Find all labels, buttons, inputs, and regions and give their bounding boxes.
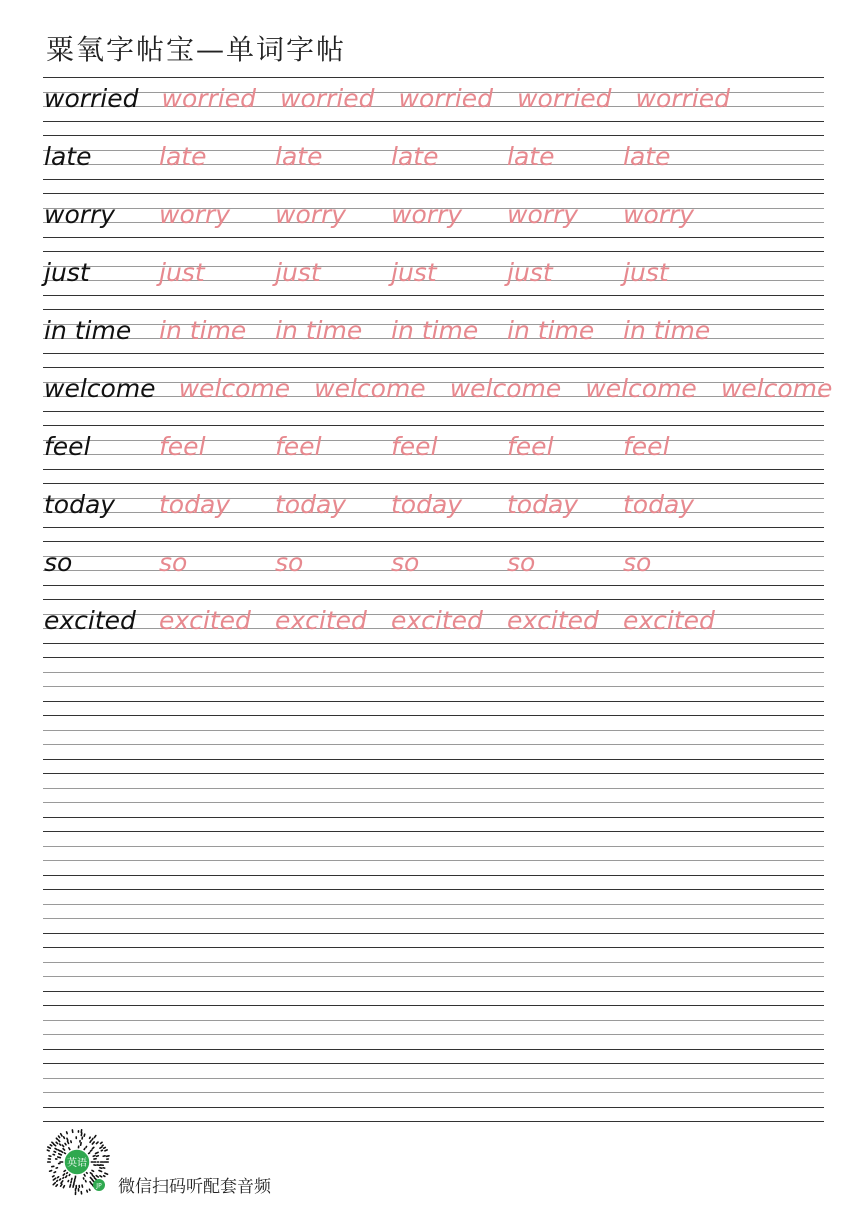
rule-line [43, 1005, 824, 1006]
model-word: late [44, 142, 92, 171]
rule-line [43, 730, 824, 731]
trace-word: feel [391, 432, 438, 461]
rule-line [43, 773, 824, 774]
blank-row [43, 831, 824, 889]
rule-line [43, 991, 824, 992]
trace-word: excited [159, 606, 251, 635]
rule-line [43, 962, 824, 963]
trace-word: worry [159, 200, 231, 229]
trace-word: worry [275, 200, 347, 229]
trace-word: in time [623, 316, 711, 345]
rule-line [43, 599, 824, 600]
trace-word: worried [398, 84, 493, 113]
trace-word: just [275, 258, 321, 287]
trace-word: just [391, 258, 437, 287]
model-word: so [44, 548, 73, 577]
word-row [43, 135, 824, 193]
rule-line [43, 396, 824, 397]
trace-word: excited [275, 606, 367, 635]
trace-word: today [159, 490, 231, 519]
rule-line [43, 1078, 824, 1079]
trace-word: excited [391, 606, 483, 635]
rule-line [43, 846, 824, 847]
rule-line [43, 295, 824, 296]
trace-word: welcome [314, 374, 426, 403]
model-word: just [44, 258, 90, 287]
blank-row [43, 889, 824, 947]
blank-row [43, 1063, 824, 1121]
blank-row [43, 715, 824, 773]
trace-word: so [507, 548, 536, 577]
blank-row [43, 773, 824, 831]
word-row [43, 425, 824, 483]
rule-line [43, 469, 824, 470]
trace-word: today [391, 490, 463, 519]
rule-line [43, 135, 824, 136]
rule-line [43, 179, 824, 180]
blank-row [43, 657, 824, 715]
trace-word: so [159, 548, 188, 577]
rule-line [43, 193, 824, 194]
trace-word: worried [517, 84, 612, 113]
trace-word: in time [391, 316, 479, 345]
word-row [43, 77, 824, 135]
trace-word: feel [507, 432, 554, 461]
rule-line [43, 382, 824, 383]
trace-word: in time [275, 316, 363, 345]
trace-word: late [507, 142, 555, 171]
rule-line [43, 541, 824, 542]
rule-line [43, 309, 824, 310]
rule-line [43, 1107, 824, 1108]
rule-line [43, 831, 824, 832]
rule-line [43, 1049, 824, 1050]
word-row [43, 193, 824, 251]
rule-line [43, 759, 824, 760]
blank-row [43, 947, 824, 1005]
rule-line [43, 425, 824, 426]
trace-word: welcome [720, 374, 833, 403]
rule-line [43, 251, 824, 252]
rule-line [43, 527, 824, 528]
rule-line [43, 1092, 824, 1093]
model-word: in time [44, 316, 132, 345]
trace-word: feel [623, 432, 670, 461]
rule-line [43, 1034, 824, 1035]
trace-word: late [275, 142, 323, 171]
rule-line [43, 715, 824, 716]
trace-word: in time [507, 316, 595, 345]
rule-line [43, 817, 824, 818]
qr-sub-badge: JP [96, 1182, 102, 1190]
rule-line [43, 483, 824, 484]
rule-line [43, 237, 824, 238]
rule-line [43, 686, 824, 687]
word-row [43, 309, 824, 367]
trace-word: in time [159, 316, 247, 345]
rule-line [43, 918, 824, 919]
rule-line [43, 976, 824, 977]
rule-line [43, 1063, 824, 1064]
trace-word: worried [280, 84, 375, 113]
model-word: worry [44, 200, 116, 229]
rule-line [43, 1121, 824, 1122]
trace-word: today [623, 490, 695, 519]
word-row [43, 483, 824, 541]
rule-line [43, 788, 824, 789]
model-word: worried [44, 84, 139, 113]
trace-word: feel [159, 432, 206, 461]
trace-word: worry [507, 200, 579, 229]
practice-sheet [43, 77, 833, 1122]
trace-word: worry [623, 200, 695, 229]
rule-line [43, 367, 824, 368]
qr-caption: 微信扫码听配套音频 [118, 1177, 271, 1197]
trace-word: feel [275, 432, 322, 461]
model-word: excited [44, 606, 136, 635]
trace-word: excited [623, 606, 715, 635]
rule-line [43, 657, 824, 658]
trace-word: today [507, 490, 579, 519]
trace-word: just [507, 258, 553, 287]
trace-word: just [623, 258, 669, 287]
page-title: 粟氧字帖宝—单词字帖 [46, 33, 347, 66]
rule-line [43, 860, 824, 861]
trace-word: excited [507, 606, 599, 635]
rule-line [43, 947, 824, 948]
rule-line [43, 353, 824, 354]
trace-word: late [159, 142, 207, 171]
rule-line [43, 744, 824, 745]
word-row [43, 541, 824, 599]
qr-code[interactable] [42, 1127, 112, 1197]
trace-word: today [275, 490, 347, 519]
qr-badge-text: 英语 [67, 1158, 87, 1169]
rule-line [43, 643, 824, 644]
rule-line [43, 933, 824, 934]
model-word: today [44, 490, 116, 519]
rule-line [43, 411, 824, 412]
rule-line [43, 585, 824, 586]
trace-word: so [275, 548, 304, 577]
rule-line [43, 889, 824, 890]
model-word: welcome [44, 374, 156, 403]
model-word: feel [44, 432, 91, 461]
trace-word: worry [391, 200, 463, 229]
rule-line [43, 701, 824, 702]
rule-line [43, 875, 824, 876]
rule-line [43, 904, 824, 905]
trace-word: so [391, 548, 420, 577]
word-row [43, 251, 824, 309]
trace-word: late [623, 142, 671, 171]
trace-word: just [159, 258, 205, 287]
trace-word: late [391, 142, 439, 171]
rule-line [43, 121, 824, 122]
trace-word: welcome [449, 374, 562, 403]
rule-line [43, 77, 824, 78]
rule-line [43, 802, 824, 803]
word-row [43, 599, 824, 657]
trace-word: worried [635, 84, 730, 113]
trace-word: welcome [178, 374, 291, 403]
blank-row [43, 1005, 824, 1063]
word-row [43, 367, 833, 425]
trace-word: so [623, 548, 652, 577]
trace-word: welcome [585, 374, 697, 403]
rule-line [43, 1020, 824, 1021]
rule-line [43, 672, 824, 673]
trace-word: worried [161, 84, 256, 113]
